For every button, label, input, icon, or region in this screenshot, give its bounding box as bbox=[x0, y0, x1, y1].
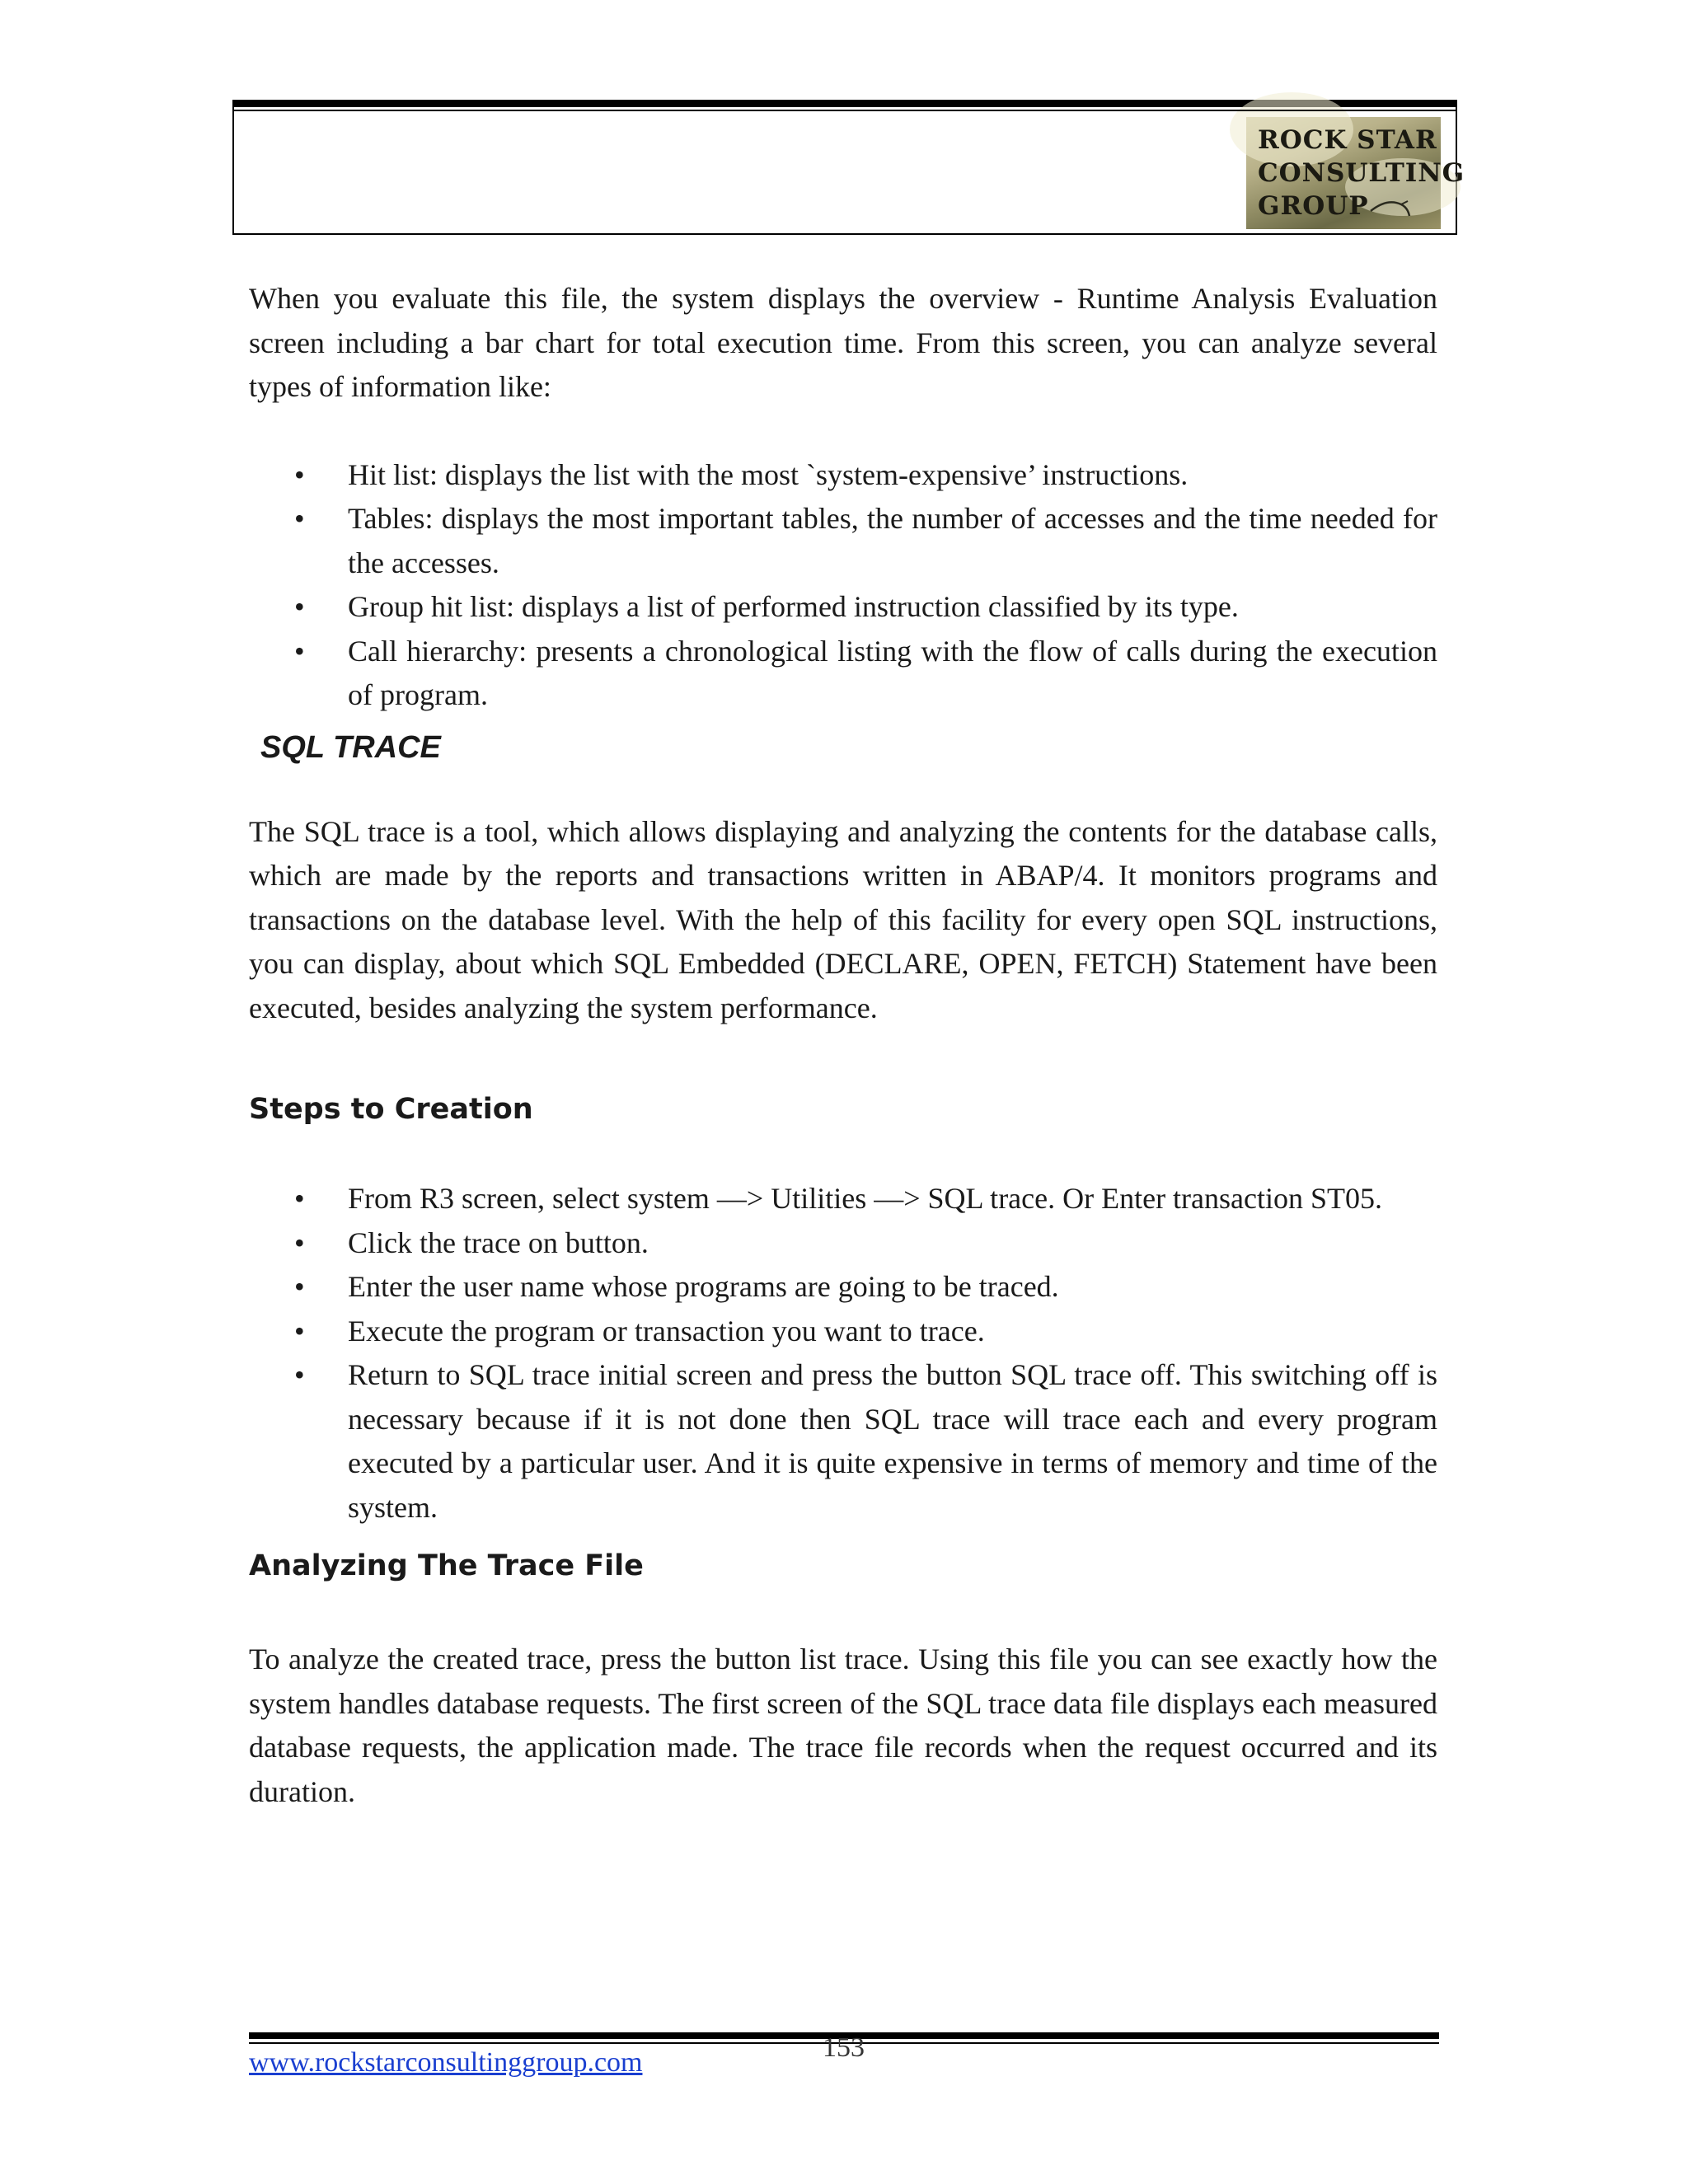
list-item: • Tables: displays the most important tables, the number of accesses and the time needed for the accesses. bbox=[249, 497, 1437, 585]
page-header bbox=[232, 100, 1465, 235]
bird-icon bbox=[1367, 196, 1416, 221]
analyzing-paragraph: To analyze the created trace, press the button list trace. Using this file you can see exactly how the system handles database requests. The first screen of the SQL trace data file displays each measured database requests, the application made. The trace file records when the request occurred and its duration. bbox=[249, 1643, 1437, 1808]
intro-bullet-list bbox=[249, 453, 1437, 718]
bullet-icon: • bbox=[294, 1358, 305, 1391]
website-link[interactable]: www.rockstarconsultinggroup.com bbox=[249, 2047, 643, 2078]
bullet-icon: • bbox=[294, 590, 305, 623]
sql-trace-paragraph: The SQL trace is a tool, which allows displaying and analyzing the contents for the database calls, which are made by the reports and transactions written in ABAP/4. It monitors programs and transactions on the database level. With the help of this facility for every open SQL instructions, you can display, about which SQL Embedded (DECLARE, OPEN, FETCH) Statement have been executed, besides analyzing the system performance. bbox=[249, 814, 1437, 1024]
steps-bullet-list bbox=[249, 1177, 1437, 1530]
logo-line-3: GROUP bbox=[1258, 191, 1369, 221]
list-item: • From R3 screen, select system —> Utilities —> SQL trace. Or Enter transaction ST05. bbox=[249, 1177, 1437, 1221]
list-item: • Group hit list: displays a list of performed instruction classified by its type. bbox=[249, 585, 1437, 630]
intro-paragraph: When you evaluate this file, the system displays the overview - Runtime Analysis Evaluation screen including a bar chart for total execution time. From this screen, you can analyze several types of information like: bbox=[249, 282, 1437, 403]
list-item: • Enter the user name whose programs are going to be traced. bbox=[249, 1265, 1437, 1310]
steps-heading: Steps to Creation bbox=[249, 1093, 533, 1126]
bullet-icon: • bbox=[294, 502, 305, 535]
page-number: 153 bbox=[823, 2032, 865, 2063]
analyzing-heading: Analyzing The Trace File bbox=[249, 1549, 644, 1582]
sql-trace-heading: SQL TRACE bbox=[260, 729, 441, 765]
bullet-icon: • bbox=[294, 457, 305, 491]
bullet-icon: • bbox=[294, 1182, 305, 1215]
bullet-icon: • bbox=[294, 1314, 305, 1347]
logo-line-1: ROCK STAR bbox=[1258, 125, 1437, 155]
logo-line-2: CONSULTING bbox=[1258, 158, 1465, 188]
company-logo bbox=[1246, 117, 1465, 229]
page-content bbox=[249, 277, 1437, 1814]
list-item: • Execute the program or transaction you want to trace. bbox=[249, 1310, 1437, 1354]
list-item: • Return to SQL trace initial screen and press the button SQL trace off. This switching off is necessary because if it is not done then SQL trace will trace each and every program executed by a particular user. And it is quite expensive in terms of memory and time of the system. bbox=[249, 1353, 1437, 1530]
list-item: • Click the trace on button. bbox=[249, 1221, 1437, 1266]
bullet-icon: • bbox=[294, 1270, 305, 1303]
bullet-icon: • bbox=[294, 634, 305, 668]
list-item: • Call hierarchy: presents a chronological listing with the flow of calls during the execution of program. bbox=[249, 630, 1437, 718]
list-item: • Hit list: displays the list with the most `system-expensive’ instructions. bbox=[249, 453, 1437, 498]
bullet-icon: • bbox=[294, 1226, 305, 1259]
